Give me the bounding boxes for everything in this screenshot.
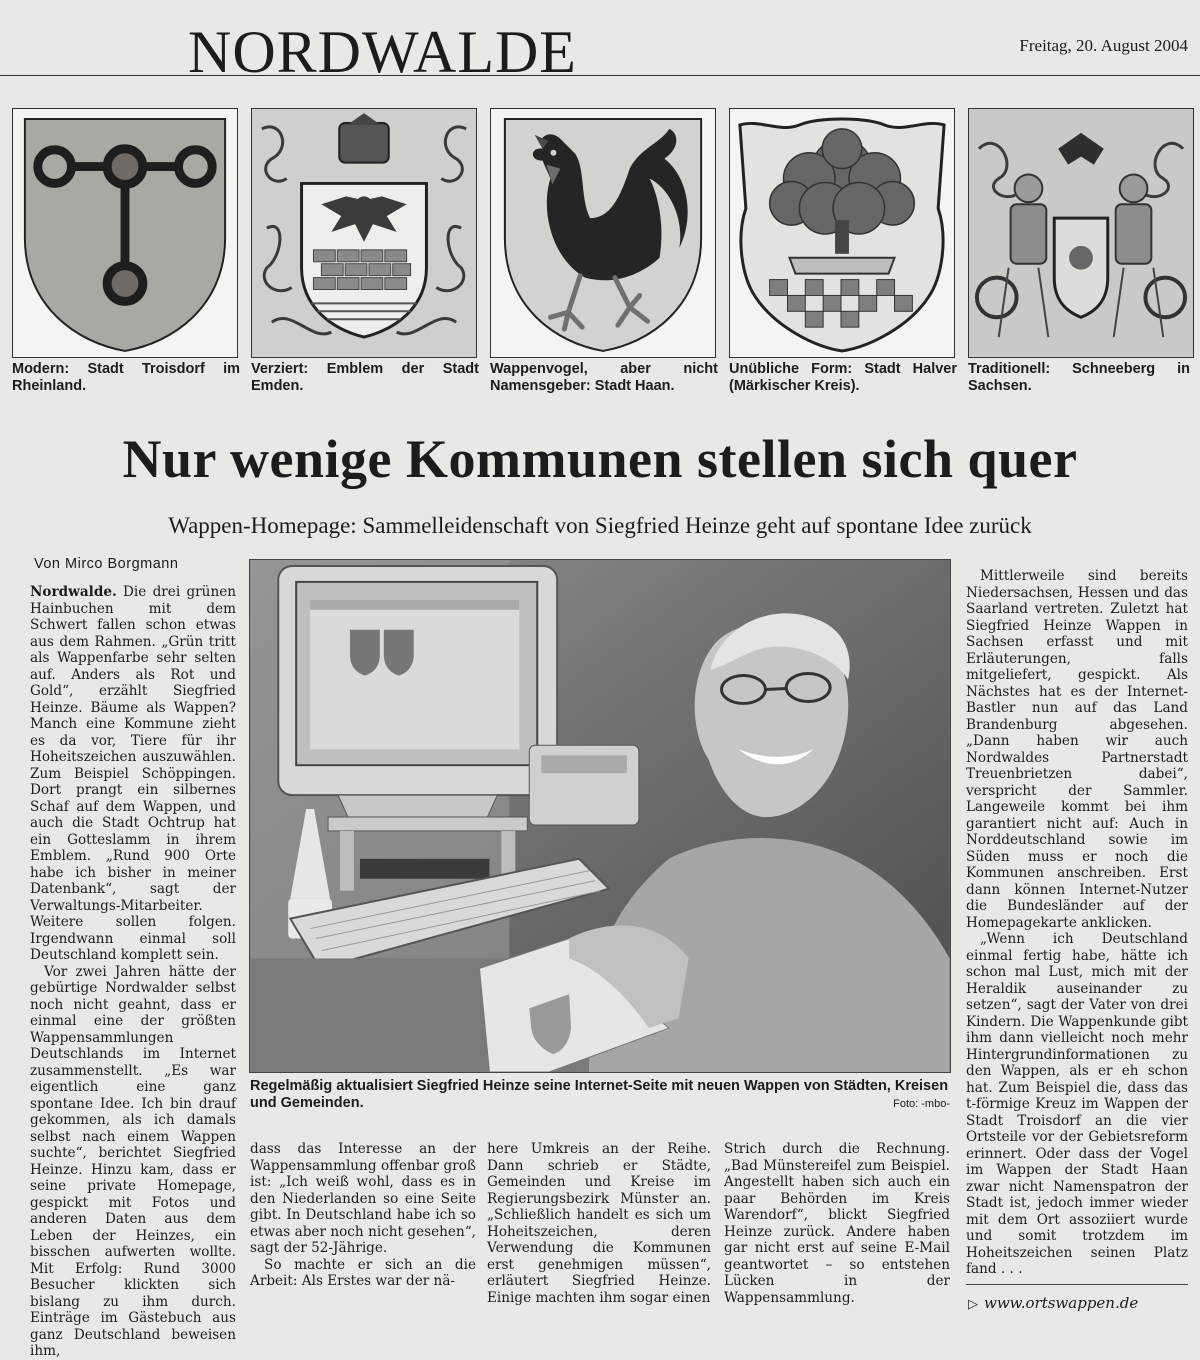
- photo-caption: Regelmäßig aktualisiert Siegfried Heinze seine Internet-Seite mit neuen Wappen von Städten, Kreisen und Gemeinden.: [250, 1078, 949, 1111]
- article-subhead: Wappen-Homepage: Sammelleidenschaft von Siegfried Heinze geht auf spontane Idee zurück: [168, 513, 1032, 538]
- link-separator: [966, 1284, 1188, 1285]
- column-4-paragraph-1: Strich durch die Rechnung. „Bad Münstereifel zum Beispiel. Angestellt haben sich auch ein paar Behörden im Kreis Warendorf“, blickt Siegfried Heinze zurück. Andere haben gar nicht erst auf seine E-Mail geantwortet – so entstehen Lücken in der Wappensammlung.: [724, 1141, 950, 1306]
- article-column-3: [487, 1141, 711, 1306]
- column-5-paragraph-2: „Wenn ich Deutschland einmal fertig habe, hätte ich schon mal Lust, mich mit der Heraldik auseinander zu setzen“, sagt der Vater von drei Kindern. Die Wappenkunde gibt ihm dann vielleicht noch mehr Hintergrundinformationen zu den Wappen, als er eh schon hat. Zum Beispiel die, dass das t-förmige Kreuz im Wappen der Stadt Troisdorf an die vier Ortsteile vor der Gebietsreform erinnert. Oder dass der Vogel im Wappen der Stadt Haan zwar nicht Namenspatron der Stadt ist, jedoch immer wieder mit dem Ort assoziiert wurde und somit trotzdem im Hoheitszeichen seinen Platz fand . . .: [966, 931, 1188, 1277]
- column-3-paragraph-1: here Umkreis an der Reihe. Dann schrieb er Städte, Gemeinden und Kreise im Regierungsbezirk Münster an. „Schließlich handelt es sich um Hoheitszeichen, deren Verwendung die Kommunen erst genehmigen müssen“, erläutert Siegfried Heinze. Einige machten ihm sogar einen: [487, 1141, 711, 1306]
- article-headline: Nur wenige Kommunen stellen sich quer: [122, 429, 1078, 489]
- crest-haan-image: [490, 108, 716, 358]
- photo-credit: Foto: -mbo-: [893, 1098, 950, 1110]
- article-column-1: [30, 584, 236, 1360]
- crest-halver-image: [729, 108, 955, 358]
- column-1-paragraph-1: Die drei grünen Hainbuchen mit dem Schwert fallen schon etwas aus dem Rahmen. „Grün tritt als Wappenfarbe sehr selten auf. Anders als Rot und Gold“, erzählt Siegfried Heinze. Bäume als Wappen? Manch eine Kommune zieht es da vor, Tiere für ihr Hoheitszeichen auszuwählen. Zum Beispiel Schöppingen. Dort prangt ein silbernes Schaf auf dem Wappen, und auch die Stadt Ochtrup hat ein Gotteslamm in ihrem Emblem. „Rund 900 Orte habe ich bisher in meiner Datenbank“, sagt der Verwaltungs-Mitarbeiter. Weitere sollen folgen. Irgendwann einmal soll Deutschland komplett sein.: [30, 584, 236, 963]
- column-2-paragraph-2: So machte er sich an die Arbeit: Als Erstes war der nä-: [250, 1256, 476, 1289]
- crest-troisdorf-image: [12, 108, 238, 358]
- crest-caption-troisdorf: Modern: Stadt Troisdorf im Rheinland.: [12, 361, 240, 394]
- website-link[interactable]: [968, 1294, 1138, 1312]
- article-byline: Von Mirco Borgmann: [34, 556, 179, 572]
- column-1-paragraph-2: Vor zwei Jahren hätte der gebürtige Nordwalder selbst noch nicht geahnt, dass er einmal eine der größten Wappensammlungen Deutschlands im Internet zusammenstellt. „Es war eigentlich eine ganz spontane Idee. Ich bin drauf gekommen, als ich damals selbst nach einem Wappen suchte“, berichtet Siegfried Heinze. Hinzu kam, dass er seine private Homepage, gespickt mit Fotos und anderen Daten aus dem Leben der Heinzes, ein bisschen aufwerten wollte. Mit Erfolg: Rund 3000 Besucher klickten sich bislang zu ihm durch. Einträge im Gästebuch aus ganz Deutschland beweisen ihm,: [30, 963, 236, 1359]
- crest-caption-schneeberg: Traditionell: Schneeberg in Sachsen.: [968, 361, 1190, 394]
- crest-emden-image: [251, 108, 477, 358]
- article-column-4: [724, 1141, 950, 1306]
- crest-schneeberg-image: [968, 108, 1194, 358]
- crest-caption-haan: Wappenvogel, aber nicht Namensgeber: Stadt Haan.: [490, 361, 718, 394]
- section-title: NORDWALDE: [188, 19, 577, 85]
- column-2-paragraph-1: dass das Interesse an der Wappensammlung offenbar groß ist: „Ich weiß wohl, dass es in den Niederlanden so eine Seite gibt. In Deutschland habe ich so etwas aber noch nicht gesehen“, sagt der 52-Jährige.: [250, 1141, 476, 1256]
- article-column-5: [966, 568, 1188, 1278]
- lead-dateline: Nordwalde.: [30, 584, 117, 600]
- column-5-paragraph-1: Mittlerweile sind bereits Niedersachsen, Hessen und das Saarland vertreten. Zuletzt hat Siegfried Heinze Wappen in Sachsen erfasst und mit Erläuterungen, falls mitgeliefert, gespickt. Als Nächstes hat es der Internet-Bastler nun auf das Land Brandenburg abgesehen. „Dann haben wir auch Nordwaldes Partnerstadt Treuenbrietzen dabei“, verspricht der Sammler. Langeweile kommt bei ihm garantiert nicht auf: Auch in Norddeutschland sowie im Süden muss er noch die Kommunen anschreiben. Erst dann können Internet-Nutzer die Bundesländer auf der Homepagekarte anklicken.: [966, 568, 1188, 931]
- crest-caption-emden: Verziert: Emblem der Stadt Emden.: [251, 361, 479, 394]
- article-photo: [249, 559, 951, 1073]
- issue-date: Freitag, 20. August 2004: [1019, 36, 1188, 55]
- header-rule: [0, 75, 1200, 76]
- website-link-text[interactable]: www.ortswappen.de: [984, 1294, 1139, 1312]
- article-column-2: [250, 1141, 476, 1290]
- crest-caption-halver: Unübliche Form: Stadt Halver (Märkischer Kreis).: [729, 361, 957, 394]
- triangle-arrow-icon: ▷: [968, 1297, 978, 1312]
